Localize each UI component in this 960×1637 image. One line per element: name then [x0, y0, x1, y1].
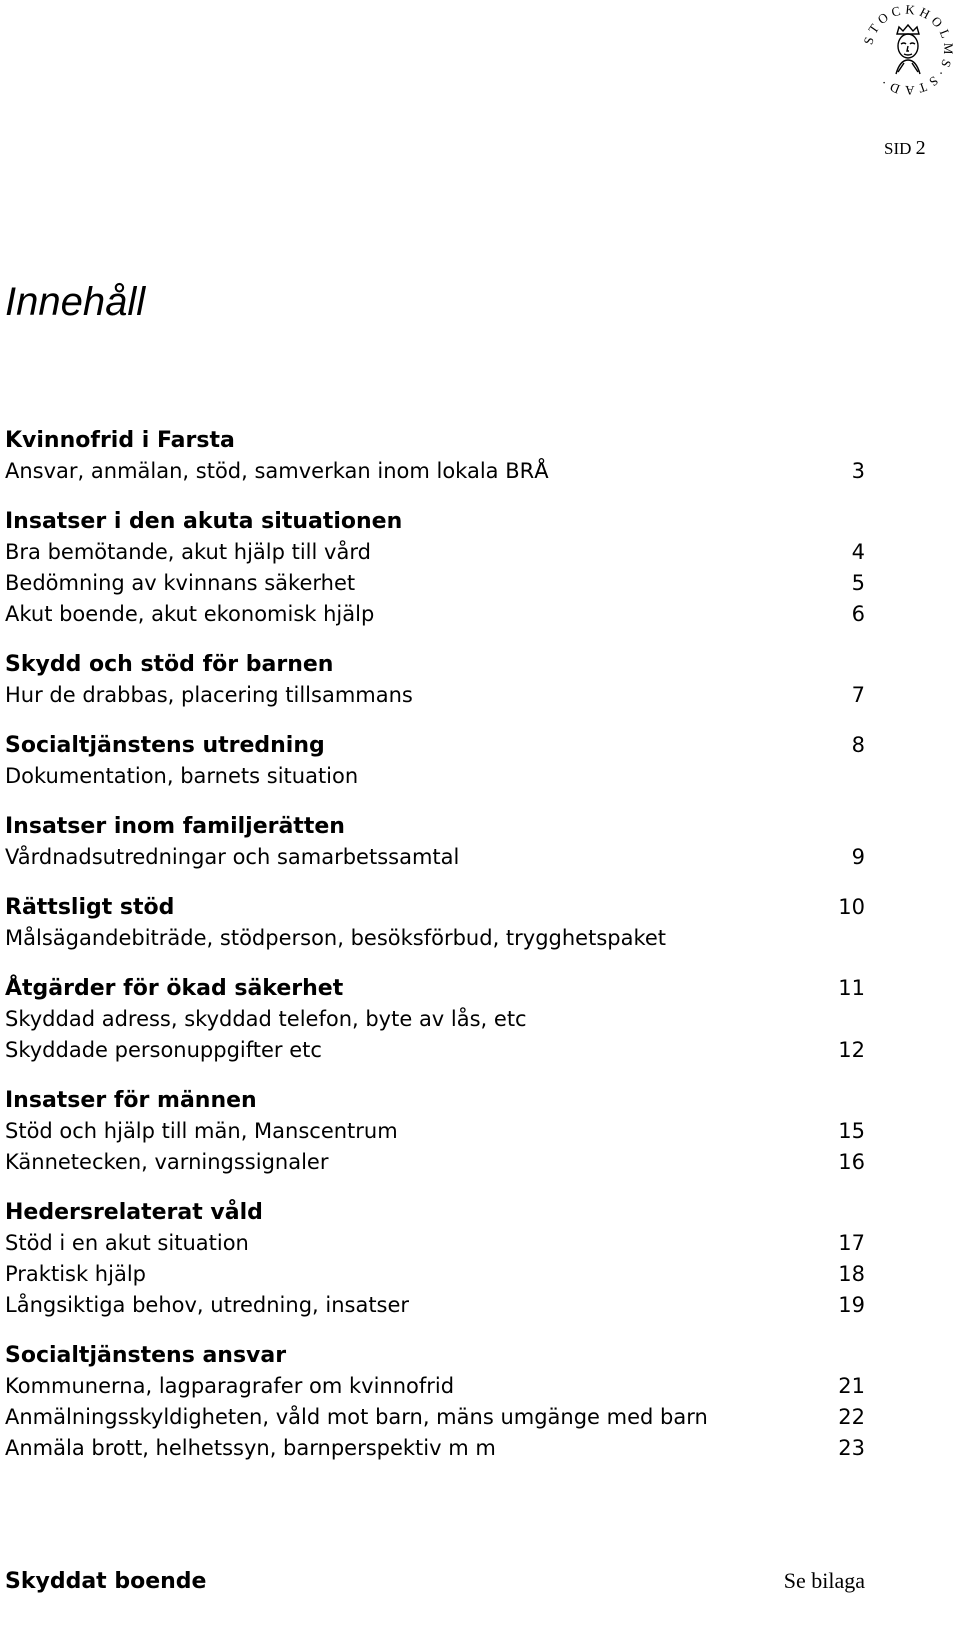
- toc-page-number: 19: [838, 1293, 865, 1317]
- toc-entry: [5, 1228, 865, 1259]
- toc-entry-text: Vårdnadsutredningar och samarbetssamtal: [5, 845, 460, 869]
- toc-section: [5, 649, 865, 711]
- toc-page-number: 11: [838, 976, 865, 1000]
- toc-entry: [5, 1147, 865, 1178]
- toc-page-number: 10: [838, 895, 865, 919]
- toc-page-number: 12: [838, 1038, 865, 1062]
- toc-entry-text: Stöd och hjälp till män, Manscentrum: [5, 1119, 398, 1143]
- toc-entry: [5, 1433, 865, 1464]
- crowned-head-icon: [896, 25, 920, 74]
- toc-section: [5, 811, 865, 873]
- toc-entry-text: Målsägandebiträde, stödperson, besöksförbud, trygghetspaket: [5, 926, 667, 950]
- svg-text:STOCKHOLMS·STAD·: STOCKHOLMS·STAD·: [860, 1, 957, 99]
- toc-section: [5, 1197, 865, 1321]
- toc-heading: [5, 425, 865, 456]
- toc-page-number: 18: [838, 1262, 865, 1286]
- toc-entry: [5, 1259, 865, 1290]
- toc-entry: [5, 1116, 865, 1147]
- toc-page-number: 9: [851, 845, 865, 869]
- toc-heading-text: Hedersrelaterat våld: [5, 1200, 263, 1225]
- toc-heading: [5, 506, 865, 537]
- toc-entry: [5, 680, 865, 711]
- toc-page-number: 16: [838, 1150, 865, 1174]
- toc-heading-text: Rättsligt stöd: [5, 895, 175, 920]
- toc-heading: [5, 892, 865, 923]
- toc-section: [5, 892, 865, 954]
- toc-entry-text: Stöd i en akut situation: [5, 1231, 249, 1255]
- toc-entry: [5, 456, 865, 487]
- footer-row: [5, 1568, 865, 1594]
- toc-entry: [5, 923, 865, 954]
- toc-heading-text: Kvinnofrid i Farsta: [5, 428, 235, 453]
- toc-entry-text: Skyddade personuppgifter etc: [5, 1038, 322, 1062]
- toc-heading-text: Insatser för männen: [5, 1088, 257, 1113]
- toc-page-number: 23: [838, 1436, 865, 1460]
- toc-page-number: 5: [851, 571, 865, 595]
- toc-page-number: 15: [838, 1119, 865, 1143]
- toc-entry-text: Praktisk hjälp: [5, 1262, 146, 1286]
- toc-entry-text: Kännetecken, varningssignaler: [5, 1150, 329, 1174]
- toc-heading-text: Skydd och stöd för barnen: [5, 652, 334, 677]
- toc-entry-text: Bra bemötande, akut hjälp till vård: [5, 540, 371, 564]
- toc-entry-text: Kommunerna, lagparagrafer om kvinnofrid: [5, 1374, 455, 1398]
- toc-page-number: 22: [838, 1405, 865, 1429]
- toc-entry: [5, 761, 865, 792]
- toc-section: [5, 1085, 865, 1178]
- toc-heading-text: Insatser i den akuta situationen: [5, 509, 403, 534]
- toc-heading-text: Insatser inom familjerätten: [5, 814, 345, 839]
- toc-page-number: 7: [851, 683, 865, 707]
- page-prefix: SID: [884, 139, 912, 158]
- toc-heading-text: Socialtjänstens ansvar: [5, 1343, 287, 1368]
- toc-entry-text: Långsiktiga behov, utredning, insatser: [5, 1293, 410, 1317]
- toc-page-number: 3: [851, 459, 865, 483]
- toc-page-number: 17: [838, 1231, 865, 1255]
- toc-entry-text: Skyddad adress, skyddad telefon, byte av lås, etc: [5, 1007, 527, 1031]
- toc-section: [5, 506, 865, 630]
- toc-page-number: 8: [851, 733, 865, 757]
- toc-entry: [5, 537, 865, 568]
- toc-entry-text: Hur de drabbas, placering tillsammans: [5, 683, 413, 707]
- toc-entry-text: Dokumentation, barnets situation: [5, 764, 359, 788]
- toc-page-number: 6: [851, 602, 865, 626]
- page-title: Innehåll: [5, 280, 146, 324]
- page-number-value: 2: [915, 137, 926, 159]
- table-of-contents: [5, 425, 865, 1483]
- toc-heading-text: Åtgärder för ökad säkerhet: [5, 976, 344, 1001]
- toc-entry: [5, 1290, 865, 1321]
- toc-entry: [5, 599, 865, 630]
- toc-entry: [5, 1371, 865, 1402]
- toc-entry: [5, 1004, 865, 1035]
- toc-entry-text: Bedömning av kvinnans säkerhet: [5, 571, 356, 595]
- footer-title: Skyddat boende: [5, 1569, 207, 1594]
- toc-entry-text: Anmälningsskyldigheten, våld mot barn, mäns umgänge med barn: [5, 1405, 708, 1429]
- stockholms-stad-seal: [858, 0, 958, 100]
- toc-entry: [5, 842, 865, 873]
- toc-heading: [5, 1197, 865, 1228]
- toc-heading: [5, 811, 865, 842]
- toc-section: [5, 973, 865, 1066]
- toc-heading: [5, 649, 865, 680]
- toc-heading: [5, 1340, 865, 1371]
- toc-section: [5, 730, 865, 792]
- toc-page-number: 4: [851, 540, 865, 564]
- toc-entry-text: Akut boende, akut ekonomisk hjälp: [5, 602, 375, 626]
- footer-reference: Se bilaga: [783, 1568, 865, 1593]
- toc-entry: [5, 1035, 865, 1066]
- page-number: [884, 137, 926, 160]
- toc-entry-text: Anmäla brott, helhetssyn, barnperspektiv m m: [5, 1436, 496, 1460]
- toc-heading: [5, 973, 865, 1004]
- toc-section: [5, 1340, 865, 1464]
- toc-heading: [5, 1085, 865, 1116]
- toc-section: [5, 425, 865, 487]
- toc-entry: [5, 568, 865, 599]
- toc-heading-text: Socialtjänstens utredning: [5, 733, 325, 758]
- toc-heading: [5, 730, 865, 761]
- toc-page-number: 21: [838, 1374, 865, 1398]
- toc-entry: [5, 1402, 865, 1433]
- toc-entry-text: Ansvar, anmälan, stöd, samverkan inom lokala BRÅ: [5, 459, 549, 483]
